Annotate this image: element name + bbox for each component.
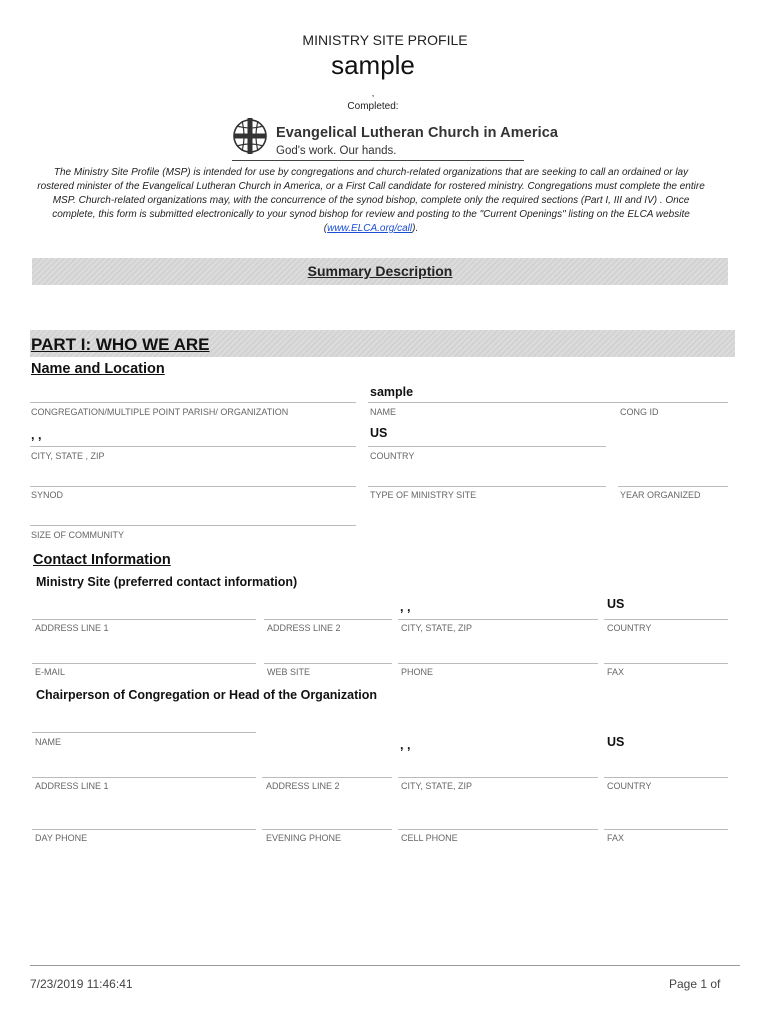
name-value: sample bbox=[370, 385, 414, 399]
congregation-field-line bbox=[30, 402, 356, 403]
synod-label: SYNOD bbox=[31, 490, 64, 500]
ms-fax-line bbox=[604, 663, 728, 664]
logo-divider bbox=[232, 160, 524, 161]
chair-fax-line bbox=[604, 829, 728, 830]
name-field-line bbox=[368, 402, 728, 403]
year-field-line bbox=[618, 486, 728, 487]
ms-address2-line bbox=[264, 619, 392, 620]
intro-paragraph bbox=[36, 166, 706, 236]
chair-address2-label: ADDRESS LINE 2 bbox=[266, 781, 340, 791]
chair-address1-label: ADDRESS LINE 1 bbox=[35, 781, 109, 791]
logo-tagline: God's work. Our hands. bbox=[276, 145, 397, 157]
city-value: , , bbox=[31, 428, 42, 442]
chair-evening-phone-label: EVENING PHONE bbox=[266, 833, 342, 843]
chair-fax-label: FAX bbox=[607, 833, 625, 843]
completed-label: Completed: bbox=[347, 101, 399, 112]
synod-field-line bbox=[30, 486, 356, 487]
location-comma: , bbox=[371, 88, 375, 98]
country-value: US bbox=[370, 426, 388, 440]
intro-text-end: ). bbox=[412, 223, 419, 234]
ms-fax-label: FAX bbox=[607, 667, 625, 677]
congregation-label: CONGREGATION/MULTIPLE POINT PARISH/ ORGANIZATION bbox=[31, 407, 289, 417]
cross-globe-icon bbox=[232, 116, 268, 156]
country-field-line bbox=[368, 446, 606, 447]
name-location-heading: Name and Location bbox=[31, 361, 165, 377]
ms-address1-line bbox=[32, 619, 256, 620]
summary-description-band bbox=[32, 258, 728, 285]
chair-cell-phone-label: CELL PHONE bbox=[401, 833, 458, 843]
city-label: CITY, STATE , ZIP bbox=[31, 451, 105, 461]
ms-country-label: COUNTRY bbox=[607, 623, 652, 633]
chair-name-line bbox=[32, 732, 256, 733]
chair-city-value: , , bbox=[400, 738, 411, 752]
chair-evening-phone-line bbox=[262, 829, 392, 830]
ms-city-value: , , bbox=[400, 600, 411, 614]
ms-city-line bbox=[398, 619, 598, 620]
chair-city-line bbox=[398, 777, 598, 778]
cong-id-label: CONG ID bbox=[620, 407, 659, 417]
summary-description-heading: Summary Description bbox=[307, 263, 453, 279]
year-label: YEAR ORGANIZED bbox=[620, 490, 701, 500]
ms-email-line bbox=[32, 663, 256, 664]
chair-country-label: COUNTRY bbox=[607, 781, 652, 791]
part1-heading: PART I: WHO WE ARE bbox=[31, 335, 210, 354]
chair-city-label: CITY, STATE, ZIP bbox=[401, 781, 473, 791]
ms-email-label: E-MAIL bbox=[35, 667, 66, 677]
footer-timestamp: 7/23/2019 11:46:41 bbox=[30, 977, 133, 991]
elca-call-link[interactable]: www.ELCA.org/call bbox=[327, 223, 413, 234]
intro-text: The Ministry Site Profile (MSP) is intended for use by congregations and church-related organizations that are seeking to call an ordained or lay rostered minister of the Evangelical Lutheran Church in America, or a First Call candidate for rostered ministry. Congregations must complete the entire MSP. Church-related organizations may, with the concurrence of the synod bishop, complete only the required sections (Part I, III and IV) . Once complete, this form is submitted electronically to your synod bishop for review and posting to the "Current Openings" listing on the ELCA website ( bbox=[37, 167, 705, 234]
city-field-line bbox=[30, 446, 356, 447]
logo-organization-name: Evangelical Lutheran Church in America bbox=[276, 125, 559, 141]
chair-name-label: NAME bbox=[35, 737, 62, 747]
chair-day-phone-line bbox=[32, 829, 256, 830]
chairperson-heading: Chairperson of Congregation or Head of the Organization bbox=[36, 688, 377, 702]
footer-divider bbox=[30, 965, 740, 966]
name-label: NAME bbox=[370, 407, 397, 417]
contact-info-heading: Contact Information bbox=[33, 552, 171, 568]
size-field-line bbox=[30, 525, 356, 526]
chair-address1-line bbox=[32, 777, 256, 778]
chair-cell-phone-line bbox=[398, 829, 598, 830]
ms-country-value: US bbox=[607, 597, 625, 611]
chair-address2-line bbox=[262, 777, 392, 778]
type-field-line bbox=[368, 486, 606, 487]
ms-address1-label: ADDRESS LINE 1 bbox=[35, 623, 109, 633]
ms-address2-label: ADDRESS LINE 2 bbox=[267, 623, 341, 633]
chair-day-phone-label: DAY PHONE bbox=[35, 833, 88, 843]
elca-logo bbox=[232, 116, 559, 164]
part1-band bbox=[30, 330, 735, 357]
ms-phone-line bbox=[398, 663, 598, 664]
ms-city-label: CITY, STATE, ZIP bbox=[401, 623, 473, 633]
type-label: TYPE OF MINISTRY SITE bbox=[370, 490, 477, 500]
ms-phone-label: PHONE bbox=[401, 667, 434, 677]
ms-website-label: WEB SITE bbox=[267, 667, 311, 677]
chair-country-value: US bbox=[607, 735, 625, 749]
size-label: SIZE OF COMMUNITY bbox=[31, 530, 124, 540]
form-title: MINISTRY SITE PROFILE bbox=[302, 32, 468, 48]
ministry-site-heading: Ministry Site (preferred contact information) bbox=[36, 575, 298, 589]
congregation-name-heading: sample bbox=[331, 50, 415, 80]
ms-country-line bbox=[604, 619, 728, 620]
footer-page-number: Page 1 of bbox=[669, 977, 721, 991]
country-label: COUNTRY bbox=[370, 451, 415, 461]
ms-website-line bbox=[264, 663, 392, 664]
chair-country-line bbox=[604, 777, 728, 778]
